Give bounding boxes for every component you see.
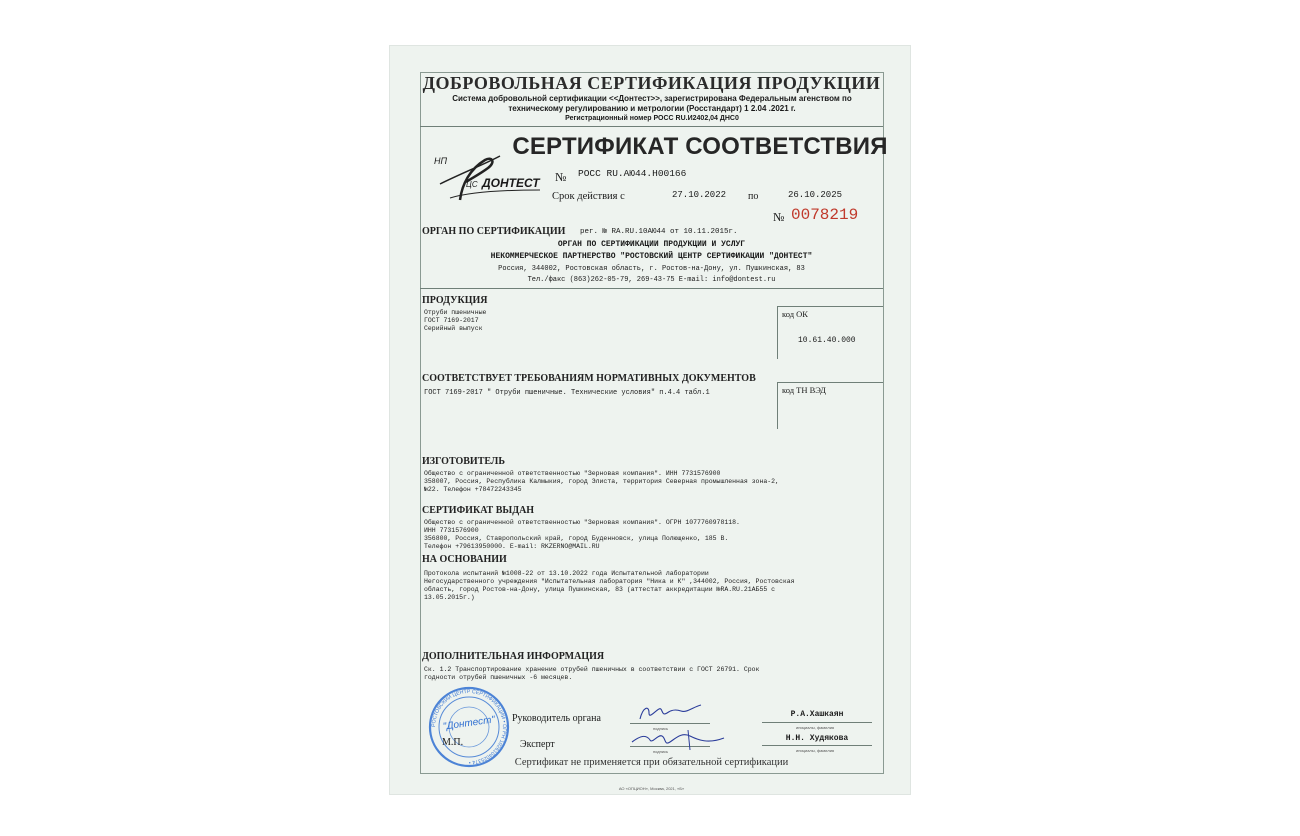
basis-line: Протокола испытаний №1008-22 от 13.10.2022 года Испытательной лаборатории — [424, 570, 709, 577]
expert-name: Н.Н. Худякова — [785, 734, 849, 743]
manufacturer-heading: ИЗГОТОВИТЕЛЬ — [422, 456, 505, 467]
expert-signature-caption: подпись — [653, 749, 669, 754]
organ-line-1: ОРГАН ПО СЕРТИФИКАЦИИ ПРОДУКЦИИ И УСЛУГ — [557, 240, 746, 249]
issued-to-line: Телефон +79613950000. E-mail: RKZERNO@MAIL.RU — [424, 543, 600, 550]
organ-divider — [420, 288, 883, 289]
head-initials-caption: инициалы, фамилия — [796, 725, 835, 730]
number-label: № — [555, 170, 567, 184]
certificate-number: РОСС RU.АЮ44.Н00166 — [578, 168, 687, 179]
ok-code-value: 10.61.40.000 — [798, 336, 856, 345]
footer-note: Сертификат не применяется при обязательной сертификации — [514, 757, 789, 768]
organ-line-2: НЕКОММЕРЧЕСКОЕ ПАРТНЕРСТВО "РОСТОВСКИЙ ЦЕНТР СЕРТИФИКАЦИИ "ДОНТЕСТ" — [490, 252, 813, 261]
valid-from: 27.10.2022 — [672, 190, 727, 200]
scheme-title: ДОБРОВОЛЬНАЯ СЕРТИФИКАЦИЯ ПРОДУКЦИИ — [422, 73, 881, 93]
additional-heading: ДОПОЛНИТЕЛЬНАЯ ИНФОРМАЦИЯ — [422, 651, 605, 662]
certificate-title: СЕРТИФИКАТ СООТВЕТСТВИЯ — [512, 133, 888, 160]
manufacturer-line: №22. Телефон +78472243345 — [424, 486, 522, 493]
printer-imprint: АО «ОПЦИОН», Москва, 2021, «Б» — [618, 786, 685, 791]
stamp-place-label: М.П. — [442, 737, 464, 748]
organ-contacts: Тел./факс (863)262-05-79, 269-43-75 E-mail: info@dontest.ru — [527, 276, 776, 284]
organ-heading: ОРГАН ПО СЕРТИФИКАЦИИ — [422, 226, 566, 237]
manufacturer-line: 358007, Россия, Республика Калмыкия, город Элиста, территория Северная промышленная зона-2, — [424, 478, 779, 485]
logo-np: НП — [434, 156, 448, 166]
product-heading: ПРОДУКЦИЯ — [422, 295, 488, 306]
organ-registration: рег. № RA.RU.10АЮ44 от 10.11.2015г. — [580, 228, 738, 236]
scheme-line-2: техническому регулированию и метрологии (Росстандарт) 1 2.04 .2021 г. — [508, 104, 796, 113]
tnved-code-label: код ТН ВЭД — [782, 385, 826, 395]
conformity-heading: СООТВЕТСТВУЕТ ТРЕБОВАНИЯМ НОРМАТИВНЫХ ДОКУМЕНТОВ — [422, 373, 756, 384]
head-signature-caption: подпись — [653, 726, 669, 731]
conformity-text: ГОСТ 7169-2017 " Отруби пшеничные. Технические условия" п.4.4 табл.1 — [424, 389, 710, 397]
certificate-document — [390, 46, 910, 794]
logo-name: ДОНТЕСТ — [482, 176, 540, 190]
expert-name-line — [762, 745, 872, 746]
product-line: ГОСТ 7169-2017 — [424, 317, 479, 324]
manufacturer-line: Общество с ограниченной ответственностью "Зерновая компания". ИНН 7731576900 — [424, 470, 721, 477]
logo-cs: ЦС — [466, 180, 478, 189]
basis-line: область, город Ростов-на-Дону, улица Пушкинская, 83 (аттестат аккредитации №RA.RU.21АБ55 с — [424, 586, 776, 593]
header-divider — [420, 126, 883, 127]
scheme-line-1: Система добровольной сертификации <<Донтест>>, зарегистрирована Федеральным агенством по — [452, 94, 852, 103]
basis-line: 13.05.2015г.) — [424, 594, 475, 601]
organ-stamp — [428, 686, 510, 768]
svg-text:РОСТОВСКИЙ ЦЕНТР СЕРТИФИКАЦИИ: РОСТОВСКИЙ ЦЕНТР СЕРТИФИКАЦИИ • ОГРН 1026104025374 • — [430, 688, 508, 766]
head-name-line — [762, 722, 872, 723]
to-label: по — [748, 191, 759, 202]
issued-to-line: 356800, Россия, Ставропольский край, город Буденновск, улица Полющенко, 185 В. — [424, 535, 729, 542]
basis-heading: НА ОСНОВАНИИ — [422, 554, 507, 565]
stamp-text: "Донтест" — [442, 714, 496, 733]
ok-code-label: код ОК — [782, 309, 808, 319]
product-line: Отруби пшеничные — [424, 309, 487, 316]
additional-line: годности отрубей пшеничных -6 месяцев. — [424, 674, 573, 681]
product-line: Серийный выпуск — [424, 325, 483, 332]
expert-label: Эксперт — [520, 739, 555, 750]
issued-to-heading: СЕРТИФИКАТ ВЫДАН — [422, 505, 535, 516]
issued-to-line: Общество с ограниченной ответственностью "Зерновая компания". ОГРН 1077760978118. — [424, 519, 740, 526]
head-name: Р.А.Хашкаян — [790, 710, 844, 719]
expert-signature — [628, 726, 728, 752]
valid-to: 26.10.2025 — [788, 190, 843, 200]
serial-prefix: № — [773, 210, 785, 224]
issued-to-line: ИНН 7731576900 — [424, 527, 479, 534]
serial-number: 0078219 — [791, 206, 859, 224]
dontest-logo — [430, 154, 545, 202]
expert-initials-caption: инициалы, фамилия — [796, 748, 835, 753]
basis-line: Негосударственного учреждения "Испытательная лаборатория "Ника и К" ,344002, Россия, Ростовская — [424, 578, 795, 585]
head-signature — [635, 701, 705, 725]
additional-line: Ск. 1.2 Транспортирование хранение отрубей пшеничных в соответствии с ГОСТ 26791. Срок — [424, 666, 760, 673]
organ-address: Россия, 344002, Ростовская область, г. Ростов-на-Дону, ул. Пушкинская, 83 — [498, 265, 805, 273]
head-label: Руководитель органа — [512, 713, 601, 724]
scheme-line-3: Регистрационный номер РОСС RU.И2402,04 ДНС0 — [565, 115, 739, 122]
validity-label: Срок действия с — [552, 191, 625, 202]
